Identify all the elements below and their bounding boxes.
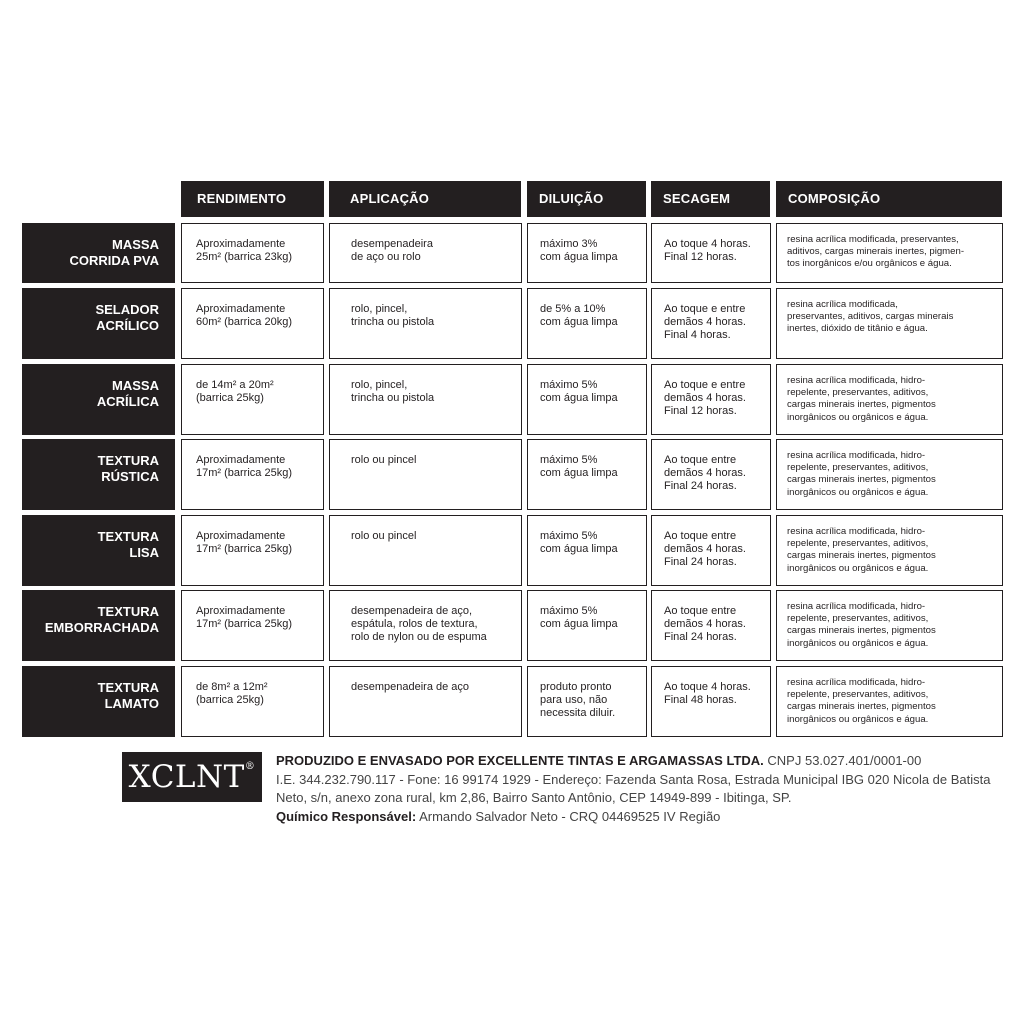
product-name-cell bbox=[22, 590, 175, 661]
cnpj-text: CNPJ 53.027.401/0001-00 bbox=[767, 753, 922, 768]
cell-composicao: resina acrílica modificada, hidro- repelente, preservantes, aditivos, cargas minerais inertes, pigmentos inorgânicos ou orgânicos e água. bbox=[776, 666, 1003, 737]
producer-text: PRODUZIDO E ENVASADO POR EXCELLENTE TINTAS E ARGAMASSAS LTDA. bbox=[276, 753, 764, 768]
address-text: I.E. 344.232.790.117 - Fone: 16 99174 1929 - Endereço: Fazenda Santa Rosa, Estrada Municipal IBG 020 Nicola de Batista Neto, s/n, anexo zona rural, km 2,86, Bairro Santo Antônio, CEP 14949-899 - Ibitinga, SP. bbox=[276, 771, 991, 805]
product-name-line: EMBORRACHADA bbox=[44, 620, 159, 635]
product-name-line: RÚSTICA bbox=[101, 469, 159, 484]
cell-diluicao: máximo 5% com água limpa bbox=[527, 590, 647, 661]
header-aplicacao: APLICAÇÃO bbox=[329, 181, 521, 217]
product-name-line: LISA bbox=[129, 545, 159, 560]
header-composicao: COMPOSIÇÃO bbox=[776, 181, 1002, 217]
product-name-line: LAMATO bbox=[104, 696, 159, 711]
product-name-line: ACRÍLICO bbox=[96, 318, 159, 333]
cell-secagem: Ao toque 4 horas. Final 12 horas. bbox=[651, 223, 771, 283]
cell-composicao: resina acrílica modificada, hidro- repelente, preservantes, aditivos, cargas minerais inertes, pigmentos inorgânicos ou orgânicos e água. bbox=[776, 590, 1003, 661]
cell-diluicao: máximo 5% com água limpa bbox=[527, 515, 647, 586]
cell-secagem: Ao toque entre demãos 4 horas. Final 24 horas. bbox=[651, 439, 771, 510]
cell-composicao: resina acrílica modificada, hidro- repelente, preservantes, aditivos, cargas minerais inertes, pigmentos inorgânicos ou orgânicos e água. bbox=[776, 515, 1003, 586]
product-name-line: ACRÍLICA bbox=[96, 394, 159, 409]
cell-diluicao: máximo 5% com água limpa bbox=[527, 439, 647, 510]
cell-diluicao: máximo 5% com água limpa bbox=[527, 364, 647, 435]
cell-rendimento: Aproximadamente 25m² (barrica 23kg) bbox=[181, 223, 324, 283]
product-name-cell bbox=[22, 666, 175, 737]
logo-text: XCLNT bbox=[128, 759, 245, 795]
cell-secagem: Ao toque 4 horas. Final 48 horas. bbox=[651, 666, 771, 737]
cell-secagem: Ao toque e entre demãos 4 horas. Final 4 horas. bbox=[651, 288, 771, 359]
product-name-cell bbox=[22, 288, 175, 359]
header-secagem: SECAGEM bbox=[651, 181, 770, 217]
product-name-line: TEXTURA bbox=[97, 680, 159, 695]
cell-aplicacao: rolo ou pincel bbox=[329, 439, 522, 510]
cell-diluicao: máximo 3% com água limpa bbox=[527, 223, 647, 283]
company-info bbox=[276, 752, 1006, 826]
cell-aplicacao: rolo ou pincel bbox=[329, 515, 522, 586]
cell-composicao: resina acrílica modificada, hidro- repelente, preservantes, aditivos, cargas minerais inertes, pigmentos inorgânicos ou orgânicos e água. bbox=[776, 364, 1003, 435]
cell-composicao: resina acrílica modificada, hidro- repelente, preservantes, aditivos, cargas minerais inertes, pigmentos inorgânicos ou orgânicos e água. bbox=[776, 439, 1003, 510]
cell-diluicao: de 5% a 10% com água limpa bbox=[527, 288, 647, 359]
header-rendimento: RENDIMENTO bbox=[181, 181, 324, 217]
cell-aplicacao: rolo, pincel, trincha ou pistola bbox=[329, 364, 522, 435]
product-name-line: MASSA bbox=[112, 237, 159, 252]
cell-aplicacao: desempenadeira de aço bbox=[329, 666, 522, 737]
xclnt-logo bbox=[122, 752, 262, 802]
product-name-line: TEXTURA bbox=[97, 453, 159, 468]
product-name-line: MASSA bbox=[112, 378, 159, 393]
cell-rendimento: de 8m² a 12m² (barrica 25kg) bbox=[181, 666, 324, 737]
product-name-cell bbox=[22, 364, 175, 435]
cell-rendimento: Aproximadamente 17m² (barrica 25kg) bbox=[181, 439, 324, 510]
cell-rendimento: Aproximadamente 17m² (barrica 25kg) bbox=[181, 515, 324, 586]
cell-secagem: Ao toque entre demãos 4 horas. Final 24 horas. bbox=[651, 590, 771, 661]
cell-rendimento: Aproximadamente 60m² (barrica 20kg) bbox=[181, 288, 324, 359]
cell-secagem: Ao toque entre demãos 4 horas. Final 24 horas. bbox=[651, 515, 771, 586]
product-name-line: TEXTURA bbox=[97, 529, 159, 544]
cell-composicao: resina acrílica modificada, preservantes, aditivos, cargas minerais inertes, dióxido de titânio e água. bbox=[776, 288, 1003, 359]
cell-rendimento: de 14m² a 20m² (barrica 25kg) bbox=[181, 364, 324, 435]
cell-aplicacao: rolo, pincel, trincha ou pistola bbox=[329, 288, 522, 359]
cell-rendimento: Aproximadamente 17m² (barrica 25kg) bbox=[181, 590, 324, 661]
registered-mark: ® bbox=[244, 761, 256, 772]
product-name-cell bbox=[22, 515, 175, 586]
cell-secagem: Ao toque e entre demãos 4 horas. Final 12 horas. bbox=[651, 364, 771, 435]
product-name-line: CORRIDA PVA bbox=[69, 253, 159, 268]
chemist-label: Químico Responsável: bbox=[276, 808, 417, 824]
product-name-cell bbox=[22, 439, 175, 510]
cell-composicao: resina acrílica modificada, preservantes, aditivos, cargas minerais inertes, pigmen- tos inorgânicos e/ou orgânicos e água. bbox=[776, 223, 1003, 283]
cell-aplicacao: desempenadeira de aço, espátula, rolos de textura, rolo de nylon ou de espuma bbox=[329, 590, 522, 661]
chemist-text: Armando Salvador Neto - CRQ 04469525 IV Região bbox=[419, 808, 721, 824]
header-diluicao: DILUIÇÃO bbox=[527, 181, 646, 217]
product-name-cell bbox=[22, 223, 175, 283]
product-name-line: TEXTURA bbox=[97, 604, 159, 619]
product-name-line: SELADOR bbox=[95, 302, 159, 317]
cell-diluicao: produto pronto para uso, não necessita diluir. bbox=[527, 666, 647, 737]
cell-aplicacao: desempenadeira de aço ou rolo bbox=[329, 223, 522, 283]
